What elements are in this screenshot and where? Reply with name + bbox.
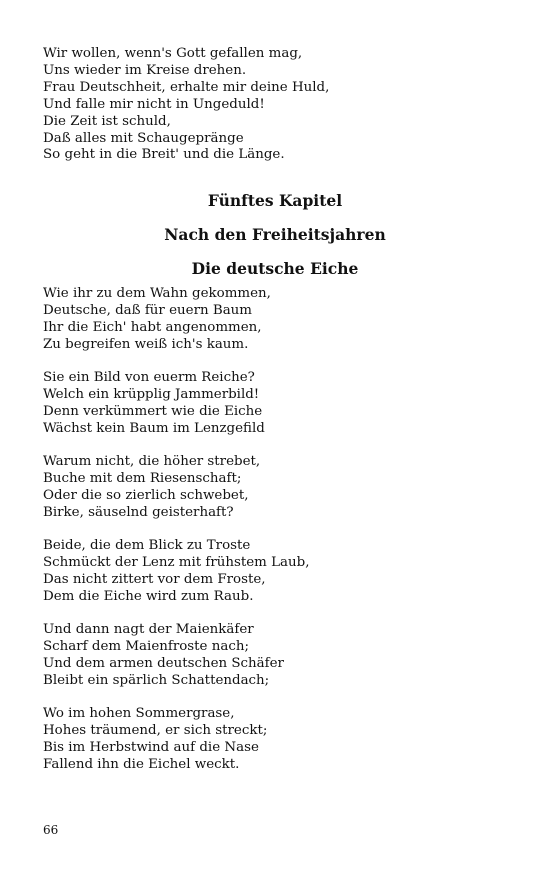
verse-line: Uns wieder im Kreise drehen. [43,62,247,78]
verse-line: Dem die Eiche wird zum Raub. [43,588,254,604]
stanza [43,286,513,354]
verse-line: Schmückt der Lenz mit frühstem Laub, [43,554,310,570]
verse-line: Bleibt ein spärlich Schattendach; [43,672,270,688]
stanza [43,454,513,522]
verse-line: Denn verkümmert wie die Eiche [43,403,263,419]
verse-line: Wie ihr zu dem Wahn gekommen, [43,286,271,301]
verse-line: Welch ein krüpplig Jammerbild! [43,386,260,402]
verse-line: Ihr die Eich' habt angenommen, [43,319,262,335]
chapter-heading: Fünftes Kapitel [207,191,343,210]
verse-line: Oder die so zierlich schwebet, [43,487,249,503]
verse-line: Die Zeit ist schuld, [43,113,171,129]
verse-line: Das nicht zittert vor dem Froste, [43,571,266,587]
verse-line: Sie ein Bild von euerm Reiche? [43,370,255,385]
verse-line: Hohes träumend, er sich streckt; [43,722,268,738]
verse-line: Daß alles mit Schaugepränge [43,130,244,146]
verse-line: Warum nicht, die höher strebet, [43,454,261,469]
verse-line: Buche mit dem Riesenschaft; [43,470,242,486]
verse-line: Frau Deutschheit, erhalte mir deine Huld, [43,79,330,95]
verse-line: Wir wollen, wenn's Gott gefallen mag, [43,46,303,61]
verse-line: Birke, säuselnd geisterhaft? [43,504,234,520]
verse-line: Und dem armen deutschen Schäfer [43,655,284,671]
verse-line: Bis im Herbstwind auf die Nase [43,739,259,755]
poem-title: Die deutsche Eiche [191,259,359,278]
verse-line: Beide, die dem Blick zu Troste [43,538,251,553]
verse-line: Und falle mir nicht in Ungeduld! [43,96,265,112]
page-number: 66 [43,823,59,837]
stanza [43,706,513,774]
verse-line: Scharf dem Maienfroste nach; [43,638,249,654]
verse-line: Fallend ihn die Eichel weckt. [43,756,240,772]
verse-line: Wächst kein Baum im Lenzgefild [43,420,265,436]
verse-line: Wo im hohen Sommergrase, [43,706,235,721]
stanza [43,622,513,690]
opening-stanza [43,46,513,164]
stanza [43,370,513,438]
verse-line: Zu begreifen weiß ich's kaum. [43,336,249,352]
section-heading: Nach den Freiheitsjahren [164,225,386,244]
verse-line: Und dann nagt der Maienkäfer [43,622,254,637]
stanza [43,538,513,606]
verse-line: Deutsche, daß für euern Baum [43,302,252,318]
verse-line: So geht in die Breit' und die Länge. [43,147,285,163]
